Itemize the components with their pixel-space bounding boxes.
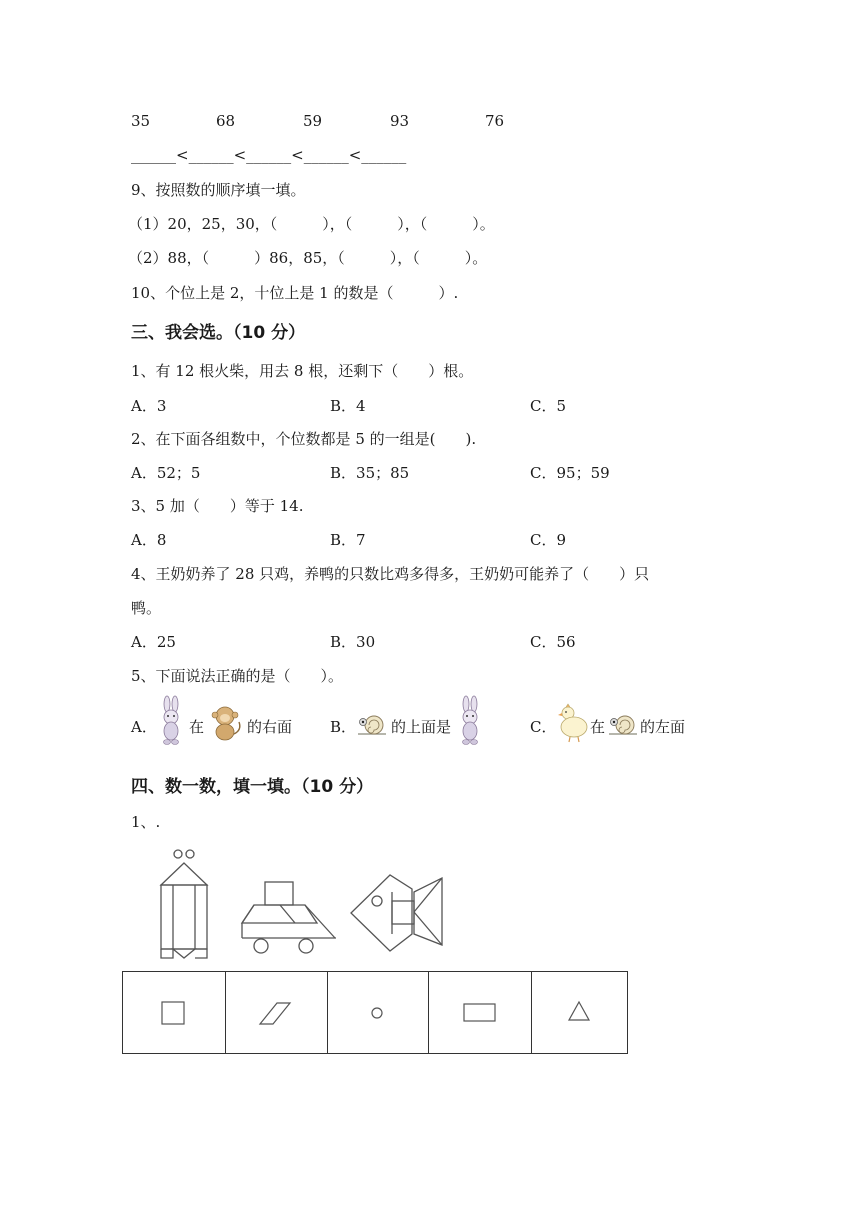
order-blank-line: ______<______<______<______<______: [131, 146, 407, 164]
q9-line1: （1）20，25，30，（ ），（ ），（ ）。: [128, 215, 495, 233]
s3-q2: 2、在下面各组数中，个位数都是 5 的一组是( ).: [131, 430, 477, 448]
s3-q2-option-b: B．35；85: [330, 464, 410, 482]
s3-q5-option-a-label: A．: [131, 718, 157, 736]
s3-q5-option-a-mid: 在: [189, 718, 205, 736]
s3-q5-option-c-end: 的左面: [640, 718, 686, 736]
fish-figure: [351, 875, 442, 951]
rocket-figure: [161, 850, 207, 958]
s3-q4-line2: 鸭。: [131, 599, 162, 617]
s3-q3-option-a: A．8: [131, 531, 167, 549]
rectangle-icon: [464, 1004, 495, 1021]
s3-q1-option-c: C．5: [530, 397, 567, 415]
s3-q4-option-c: C．56: [530, 633, 576, 651]
number-93: 93: [390, 112, 410, 130]
s3-q5-option-c-mid: 在: [590, 718, 606, 736]
s3-q1-option-b: B．4: [330, 397, 366, 415]
s3-q5-option-b-label: B．: [330, 718, 357, 736]
s3-q2-option-a: A．52；5: [131, 464, 201, 482]
s3-q4-line1: 4、王奶奶养了 28 只鸡，养鸭的只数比鸡多得多，王奶奶可能养了（ ）只: [131, 565, 650, 583]
number-68: 68: [216, 112, 236, 130]
q9-title: 9、按照数的顺序填一填。: [131, 181, 306, 199]
car-figure: [242, 882, 336, 953]
shape-figures: [150, 845, 450, 965]
s3-q5-option-b-end: 的上面是: [391, 718, 452, 736]
s3-q5: 5、下面说法正确的是（ ）。: [131, 667, 344, 685]
s3-q2-option-c: C．95；59: [530, 464, 610, 482]
s3-q1-option-a: A．3: [131, 397, 167, 415]
snail-icon: [356, 708, 388, 738]
rabbit-icon: [157, 696, 185, 748]
circle-icon: [372, 1008, 382, 1018]
s3-q4-option-a: A．25: [131, 633, 176, 651]
monkey-icon: [208, 704, 244, 742]
number-59: 59: [303, 112, 323, 130]
triangle-icon: [569, 1002, 589, 1020]
parallelogram-icon: [260, 1003, 290, 1024]
rabbit-icon: [456, 696, 484, 748]
s3-q3: 3、5 加（ ）等于 14.: [131, 497, 304, 515]
s3-q5-option-c-label: C．: [530, 718, 557, 736]
s3-q1: 1、有 12 根火柴，用去 8 根，还剩下（ ）根。: [131, 362, 474, 380]
q9-line2: （2）88，（ ）86，85，（ ），（ ）。: [128, 249, 488, 267]
s3-q4-option-b: B．30: [330, 633, 376, 651]
number-35: 35: [131, 112, 151, 130]
s4-q1: 1、.: [131, 813, 161, 831]
s3-q3-option-c: C．9: [530, 531, 567, 549]
snail-icon: [607, 708, 639, 738]
section4-title: 四、数一数，填一填。（10 分）: [131, 777, 374, 797]
square-icon: [162, 1002, 184, 1024]
s3-q3-option-b: B．7: [330, 531, 366, 549]
table-shapes: [122, 971, 628, 1054]
s3-q5-option-a-end: 的右面: [247, 718, 293, 736]
section3-title: 三、我会选。（10 分）: [131, 323, 306, 343]
q10: 10、个位上是 2，十位上是 1 的数是（ ）.: [131, 284, 459, 302]
chick-icon: [556, 703, 590, 743]
number-76: 76: [485, 112, 505, 130]
